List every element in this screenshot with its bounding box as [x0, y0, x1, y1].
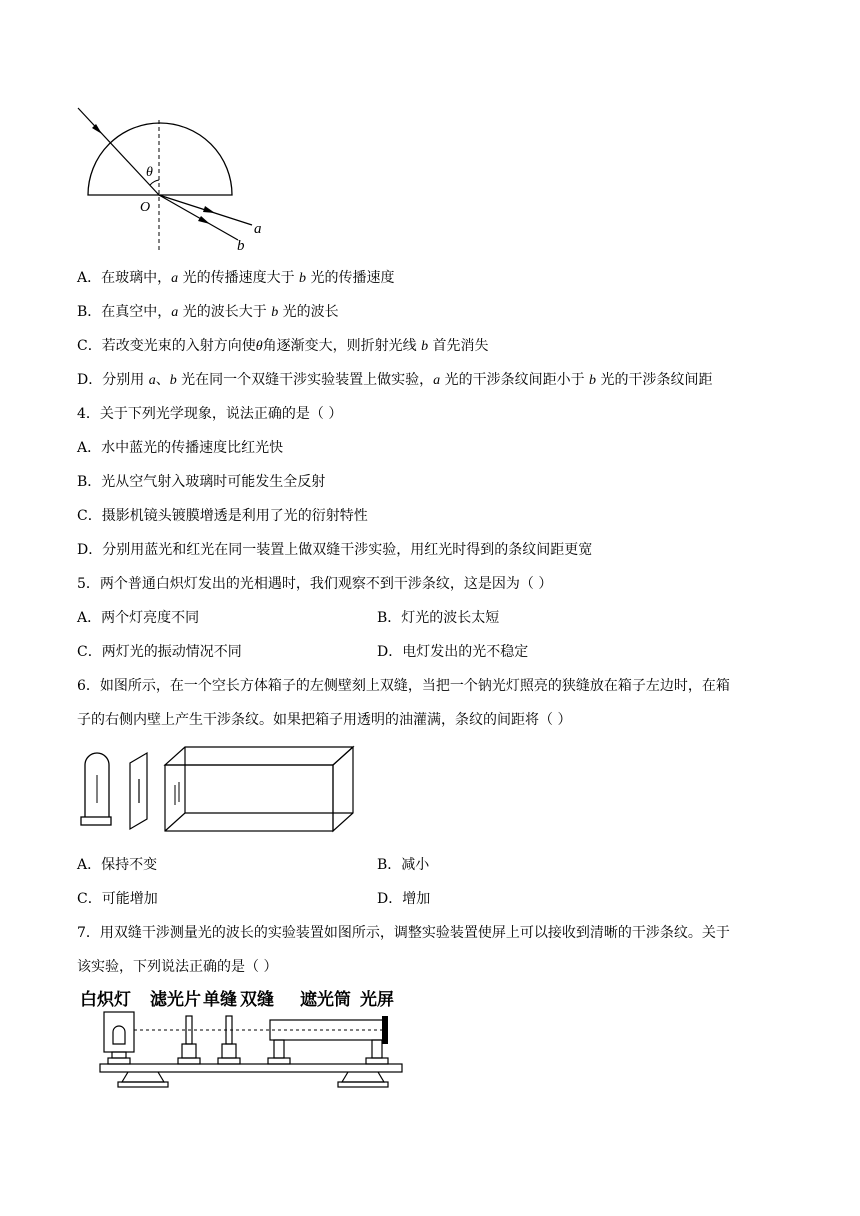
oil-box-figure: [75, 745, 355, 835]
q5-stem: 5．两个普通白炽灯发出的光相遇时，我们观察不到干涉条纹，这是因为（ ）: [77, 576, 553, 592]
q5-option-d: D．电灯发出的光不稳定: [377, 644, 529, 660]
rectangular-box: [165, 747, 353, 831]
ray-a-label: a: [254, 221, 262, 237]
q3-option-d: D．分别用 a、b 光在同一个双缝干涉实验装置上做实验，a 光的干涉条纹间距小于 b 光的干涉条纹间距: [77, 372, 713, 388]
ray-b-label: b: [237, 238, 245, 254]
q4-option-c: C．摄影机镜头镀膜增透是利用了光的衍射特性: [77, 508, 368, 524]
q5-option-b: B．灯光的波长太短: [377, 610, 500, 626]
label-white-lamp: 白炽灯: [80, 990, 131, 1009]
incident-ray: [78, 108, 159, 195]
ray-a-arrow-icon: [203, 206, 215, 213]
q6-option-a: A．保持不变: [77, 857, 158, 873]
q7-stem-line2: 该实验，下列说法正确的是（ ）: [77, 959, 278, 975]
q6-option-d: D．增加: [377, 891, 431, 907]
double-slit-apparatus-figure: [98, 1008, 408, 1098]
q6-stem-line2: 子的右侧内壁上产生干涉条纹。如果把箱子用透明的油灌满，条纹的间距将（ ）: [77, 712, 572, 728]
q6-option-c: C．可能增加: [77, 891, 158, 907]
semicircle-refraction-figure: [70, 100, 280, 260]
label-screen: 光屏: [360, 990, 394, 1009]
screen-plate: [382, 1016, 388, 1044]
q4-option-b: B．光从空气射入玻璃时可能发生全反射: [77, 474, 326, 490]
ray-b: [159, 195, 238, 240]
label-single-slit: 单缝: [203, 990, 237, 1009]
bulb-icon: [113, 1026, 125, 1044]
semicircle-glass: [88, 123, 232, 195]
q6-stem-line1: 6．如图所示，在一个空长方体箱子的左侧壁刻上双缝，当把一个钠光灯照亮的狭缝放在箱子左边时，在箱: [77, 678, 730, 694]
ray-b-arrow-icon: [198, 216, 210, 224]
q6-option-b: B．减小: [377, 857, 430, 873]
origin-label: O: [140, 200, 151, 215]
theta-label: θ: [146, 165, 153, 180]
label-tube: 遮光筒: [300, 990, 351, 1009]
optical-bench: [100, 1064, 402, 1072]
lamp-housing: [104, 1012, 134, 1052]
q5-option-c: C．两灯光的振动情况不同: [77, 644, 242, 660]
q3-option-b: B．在真空中，a 光的波长大于 b 光的波长: [77, 304, 339, 320]
label-double-slit: 双缝: [240, 990, 274, 1009]
label-filter: 滤光片: [150, 990, 201, 1009]
q3-option-c: C．若改变光束的入射方向使θ角逐渐变大，则折射光线 b 首先消失: [77, 338, 489, 354]
q4-option-a: A．水中蓝光的传播速度比红光快: [77, 440, 284, 456]
q7-stem-line1: 7．用双缝干涉测量光的波长的实验装置如图所示，调整实验装置使屏上可以接收到清晰的干涉条纹。关于: [77, 925, 730, 941]
q3-option-a: A．在玻璃中，a 光的传播速度大于 b 光的传播速度: [77, 270, 395, 286]
q4-stem: 4．关于下列光学现象，说法正确的是（ ）: [77, 406, 343, 422]
q4-option-d: D．分别用蓝光和红光在同一装置上做双缝干涉实验，用红光时得到的条纹间距更宽: [77, 542, 593, 558]
theta-arc: [150, 180, 159, 185]
q5-option-a: A．两个灯亮度不同: [77, 610, 200, 626]
